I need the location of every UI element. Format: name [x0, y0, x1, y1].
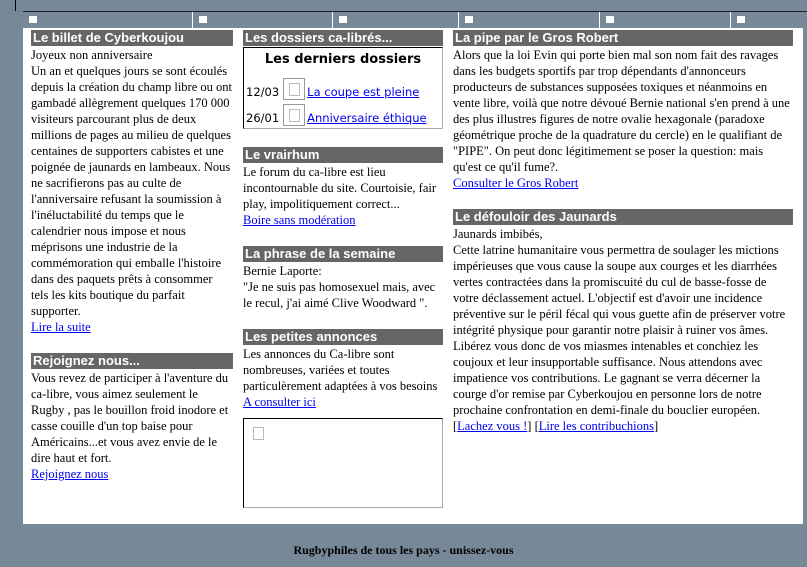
broken-image-icon — [199, 16, 207, 23]
gros-robert-link[interactable]: Consulter le Gros Robert — [453, 176, 579, 190]
ad-frame — [243, 418, 443, 508]
broken-image-icon — [737, 16, 745, 23]
divider — [15, 0, 16, 11]
broken-image-icon — [248, 423, 266, 441]
dossier-link[interactable]: Anniversaire éthique — [307, 111, 427, 125]
phrase-section — [243, 246, 443, 311]
dossiers-section — [243, 30, 443, 129]
broken-image-icon — [283, 78, 305, 100]
body-text: Les annonces du Ca-libre sont nombreuses, variées et toutes particulèrement adaptées à vos besoins — [243, 347, 438, 393]
subtitle: Joyeux non anniversaire — [31, 48, 153, 62]
nav-item-2[interactable] — [193, 12, 333, 28]
section-title: La pipe par le Gros Robert — [453, 30, 793, 46]
list-item — [246, 74, 440, 100]
post-link[interactable]: Lachez vous ! — [457, 419, 528, 433]
nav-item-5[interactable] — [600, 12, 731, 28]
join-link[interactable]: Rejoignez nous — [31, 467, 109, 481]
broken-image-icon — [465, 16, 473, 23]
left-column — [31, 30, 233, 500]
section-title: Le billet de Cyberkoujou — [31, 30, 233, 46]
broken-image-icon — [606, 16, 614, 23]
nav-item-6[interactable] — [731, 12, 807, 28]
footer-text: Rugbyphiles de tous les pays - unissez-vous — [293, 543, 514, 557]
section-title: Les dossiers ca-librés... — [243, 30, 443, 46]
rejoignez-section — [31, 353, 233, 482]
greeting: Jaunards imbibés, — [453, 227, 543, 241]
section-title: Le vrairhum — [243, 147, 443, 163]
right-column — [453, 30, 793, 452]
section-title: Les petites annonces — [243, 329, 443, 345]
body-text: Cette latrine humanitaire vous permettra de soulager les mictions impérieuses que vous cause la soupe aux courges et les diarrhées vertes contractées dans la promiscuité du cul de basse-fosse de votre déclassement actuel. L'objectif est d'avoir une incidence préventive sur le péril fécal qui vous guette afin de préserver votre intégrité physique pour garantir notre plaisir à ruiner vos âmes. Libérez vous donc de vos miasmes intenables et conchiez les coujoux et leur insupportable suffisance. Nous attendons avec impatience vos contributions. Le gagnant se verra décerner la courge d'or remise par Cyberkoujou en personne lors de notre prochaine confrontation en demi-finale du bouclier européen. — [453, 243, 786, 417]
nav-item-4[interactable] — [459, 12, 600, 28]
broken-image-icon — [339, 16, 347, 23]
billet-section — [31, 30, 233, 335]
contributions-link[interactable]: Lire les contribuchions — [538, 419, 654, 433]
section-title: Rejoignez nous... — [31, 353, 233, 369]
section-title: La phrase de la semaine — [243, 246, 443, 262]
quote: "Je ne suis pas homosexuel mais, avec le recul, j'ai aimé Clive Woodward ". — [243, 280, 436, 310]
broken-image-icon — [283, 104, 305, 126]
defouloir-section — [453, 209, 793, 434]
links-row: [Lachez vous !] [Lire les contribuchions] — [453, 419, 659, 433]
annonces-section — [243, 329, 443, 410]
middle-column — [243, 30, 443, 508]
main-content — [23, 28, 803, 524]
read-more-link[interactable]: Lire la suite — [31, 320, 91, 334]
box-title: Les derniers dossiers — [264, 52, 422, 67]
list-item — [246, 100, 440, 126]
nav-bar — [23, 11, 807, 28]
dossiers-box — [243, 47, 443, 129]
body-text: Le forum du ca-libre est lieu incontournable du site. Courtoisie, fair play, impolitiquement correct... — [243, 165, 437, 211]
author: Bernie Laporte: — [243, 264, 322, 278]
body-text: Vous revez de participer à l'aventure du ca-libre, vous aimez seulement le Rugby , pas le bouillon froid inodore et casse couille d'un top baise pour Américains...et vous avez envie de le dire haut et fort. — [31, 371, 229, 465]
date: 12/03 — [246, 85, 280, 99]
body-text: Alors que la loi Evin qui porte bien mal son nom fait des ravages dans les budgets sportifs par trop dépendants d'annonceurs producteurs de substances supposées toxiques et néanmoins en vente libre, voilà que notre dévoué Bernie national s'en prend à une des plus illustres figures de notre ovalie hexagonale (paradoxe géométrique proche de la quadrature du cercle) en le qualifiant de "PIPE". On peut donc légitimement se poser la question: mais qu'est ce qu'il fume?. — [453, 48, 790, 174]
forum-link[interactable]: Boire sans modération — [243, 213, 356, 227]
date: 26/01 — [246, 111, 280, 125]
nav-item-1[interactable] — [23, 12, 193, 28]
pipe-section — [453, 30, 793, 191]
broken-image-icon — [29, 16, 37, 23]
annonces-link[interactable]: A consulter ici — [243, 395, 316, 409]
nav-item-3[interactable] — [333, 12, 459, 28]
dossier-link[interactable]: La coupe est pleine — [307, 85, 420, 99]
section-title: Le défouloir des Jaunards — [453, 209, 793, 225]
body-text: Un an et quelques jours se sont écoulés depuis la création du champ libre ou ont gambadé allègrement quelques 170 000 visiteurs parcourant plus de deux millions de pages au milieu de quelques centaines de supporters cabistes et une poignée de jaunards en lambeaux. Nous ne sacrifierons pas au culte de l'anniversaire refusant la soumission à l'inéluctabilité du temps que le calendrier nous impose et nous méprisons une industrie de la commémoration qui emballe l'histoire dans des paquets prêts à consommer tels les kits boutique du parfait supporter. — [31, 64, 232, 318]
vrairhum-section — [243, 147, 443, 228]
